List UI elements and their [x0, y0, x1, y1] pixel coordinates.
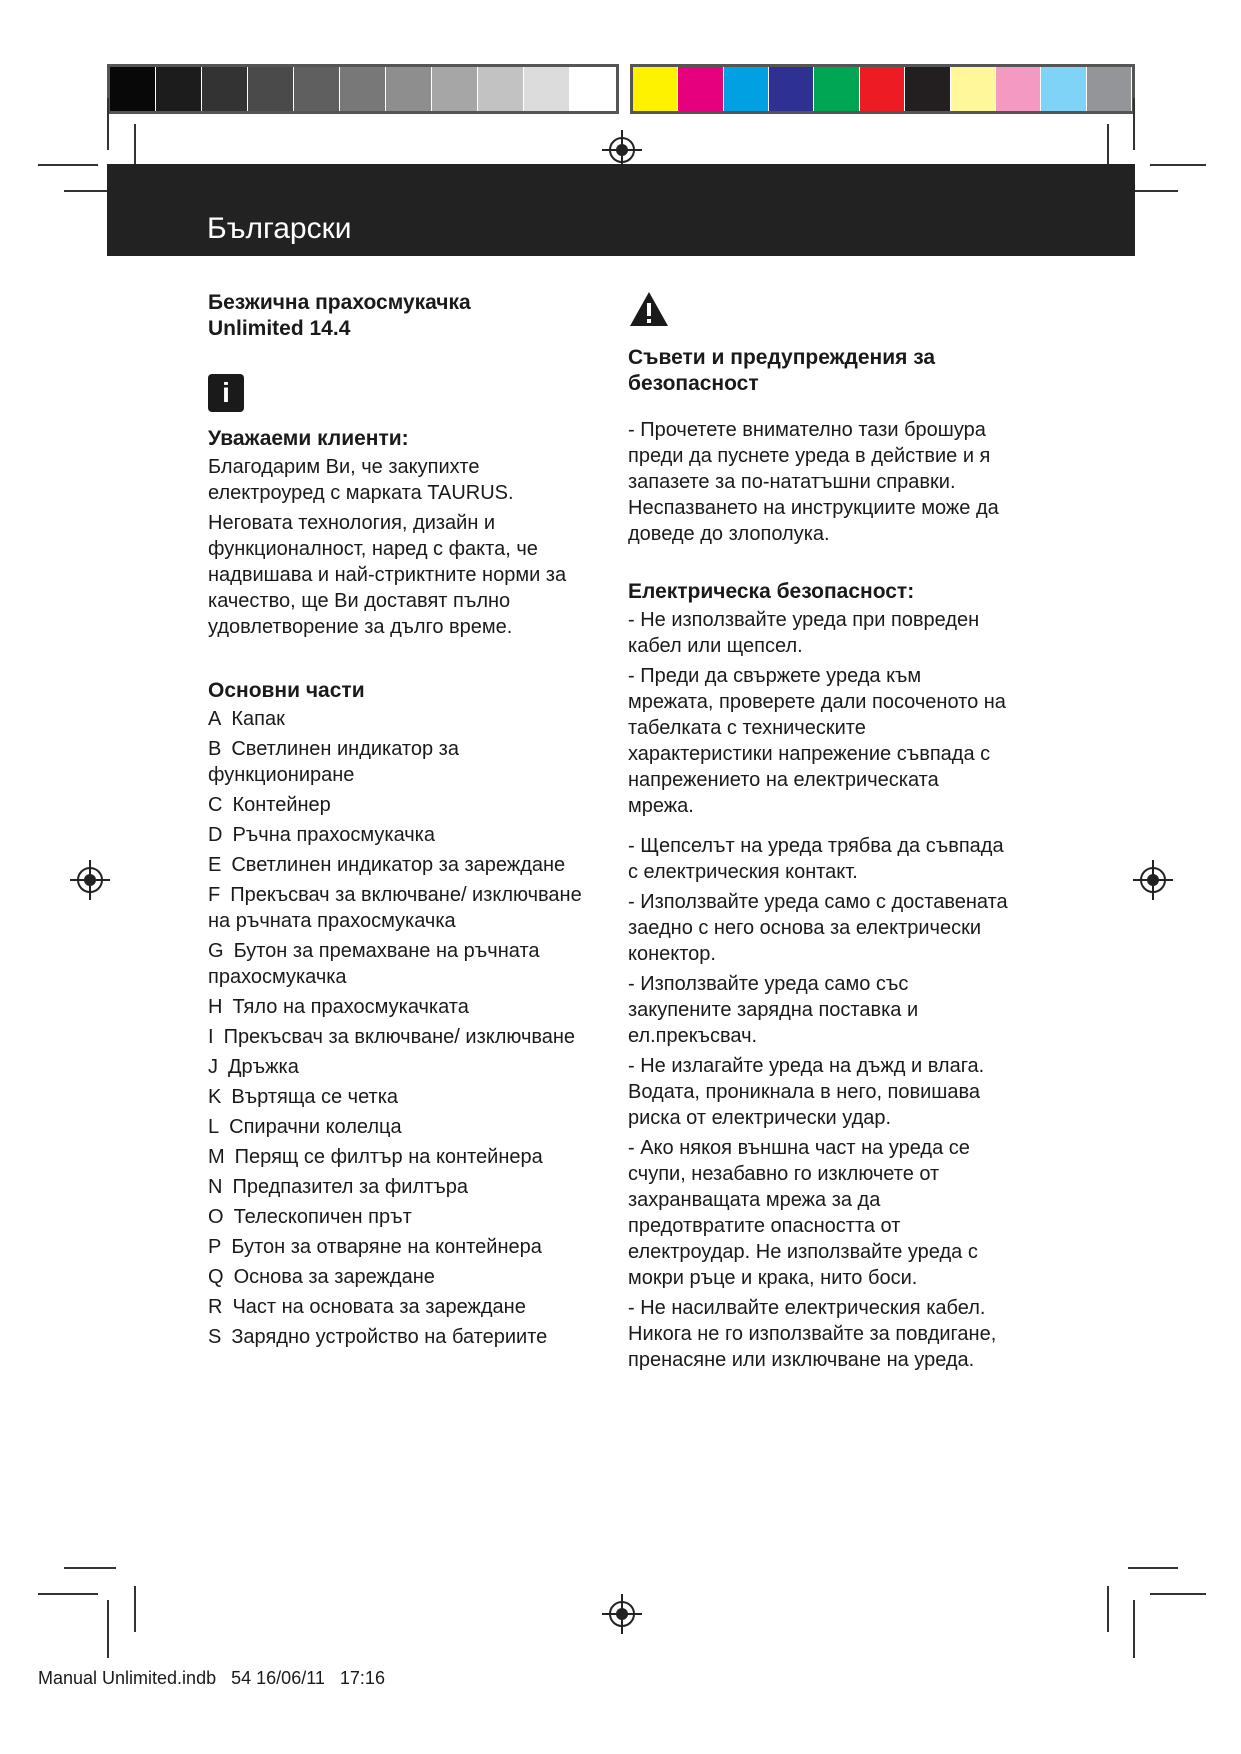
- part-item: [208, 1174, 588, 1200]
- electrical-safety-item: - Не използвайте уреда при повреден кабел или щепсел.: [628, 609, 980, 657]
- color-swatch: [386, 67, 432, 111]
- part-letter: E: [208, 854, 222, 876]
- part-text: Бутон за премахване на ръчната прахосмукачка: [208, 940, 540, 988]
- color-swatch: [633, 67, 678, 111]
- part-item: [208, 938, 588, 990]
- part-item: [208, 994, 588, 1020]
- product-title-line2: Unlimited 14.4: [208, 317, 351, 340]
- color-swatch: [860, 67, 905, 111]
- part-text: Светлинен индикатор за зареждане: [231, 854, 566, 876]
- crop-mark: [134, 1586, 136, 1632]
- language-title: Български: [207, 212, 352, 245]
- parts-list: [208, 706, 588, 1350]
- part-item: [208, 1294, 588, 1320]
- color-swatch: [156, 67, 202, 111]
- part-item: [208, 1114, 588, 1140]
- greeting-heading: Уважаеми клиенти:: [208, 427, 409, 450]
- electrical-safety-item: - Щепселът на уреда трябва да съвпада с електрическия контакт.: [628, 835, 1004, 883]
- part-item: [208, 792, 588, 818]
- part-item: [208, 736, 588, 788]
- electrical-safety-item: - Ако някоя външна част на уреда се счупи, незабавно го изключете от захранващата мрежа за да предотвратите опасността от електроудар. Не използвайте уреда с мокри ръце и крака, нито боси.: [628, 1137, 978, 1289]
- part-text: Част на основата за зареждане: [232, 1296, 526, 1318]
- color-swatch: [905, 67, 950, 111]
- part-item: [208, 1054, 588, 1080]
- part-item: [208, 1264, 588, 1290]
- color-swatch: [248, 67, 294, 111]
- crop-mark: [1133, 1600, 1135, 1658]
- part-text: Капак: [231, 708, 285, 730]
- safety-intro: - Прочетете внимателно тази брошура преди да пуснете уреда в действие и я запазете за по-нататъшни справки. Неспазването на инструкциите може да доведе до злополука.: [628, 419, 999, 545]
- parts-heading: Основни части: [208, 679, 365, 702]
- color-swatch: [1041, 67, 1086, 111]
- registration-mark-icon: [1133, 860, 1173, 900]
- part-letter: S: [208, 1326, 222, 1348]
- part-text: Прекъсвач за включване/ изключване на ръчната прахосмукачка: [208, 884, 582, 932]
- crop-mark: [64, 1567, 116, 1569]
- part-text: Телескопичен прът: [233, 1206, 412, 1228]
- color-swatch: [340, 67, 386, 111]
- language-header-band: [107, 164, 1135, 256]
- part-text: Контейнер: [232, 794, 331, 816]
- part-letter: D: [208, 824, 223, 846]
- electrical-safety-heading: Електрическа безопасност:: [628, 580, 915, 603]
- part-text: Ръчна прахосмукачка: [232, 824, 435, 846]
- crop-mark: [1128, 1567, 1178, 1569]
- part-letter: K: [208, 1086, 222, 1108]
- part-letter: F: [208, 884, 221, 906]
- info-icon: i: [208, 374, 244, 412]
- part-letter: P: [208, 1236, 222, 1258]
- product-title-line1: Безжична прахосмукачка: [208, 291, 471, 314]
- part-text: Перящ се филтър на контейнера: [234, 1146, 543, 1168]
- part-item: [208, 1234, 588, 1260]
- color-swatch: [110, 67, 156, 111]
- color-swatch: [1087, 67, 1132, 111]
- crop-mark: [1150, 1593, 1206, 1595]
- print-slug: [38, 1668, 385, 1689]
- part-letter: G: [208, 940, 224, 962]
- grayscale-calibration-bar: [107, 64, 619, 114]
- part-letter: Q: [208, 1266, 224, 1288]
- part-letter: L: [208, 1116, 220, 1138]
- part-text: Тяло на прахосмукачката: [232, 996, 469, 1018]
- part-letter: I: [208, 1026, 214, 1048]
- part-text: Предпазител за филтъра: [232, 1176, 469, 1198]
- print-time: 17:16: [339, 1668, 385, 1688]
- color-swatch: [814, 67, 859, 111]
- part-item: [208, 852, 588, 878]
- crop-mark: [107, 1600, 109, 1658]
- part-letter: C: [208, 794, 223, 816]
- print-date: 16/06/11: [256, 1668, 325, 1688]
- part-letter: M: [208, 1146, 225, 1168]
- greeting-paragraph: Неговата технология, дизайн и функционалност, наред с факта, че надвишава и най-стриктните норми за качество, ще Ви доставят пълно удовлетворение за дълго време.: [208, 512, 567, 638]
- part-letter: N: [208, 1176, 223, 1198]
- color-swatch: [432, 67, 478, 111]
- color-calibration-bar: [630, 64, 1135, 114]
- registration-mark-icon: [602, 1594, 642, 1634]
- electrical-safety-item: - Не насилвайте електрическия кабел. Никога не го използвайте за повдигане, пренасяне или изключване на уреда.: [628, 1297, 997, 1371]
- file-name: Manual Unlimited.indb: [38, 1668, 217, 1688]
- greeting-paragraph: Благодарим Ви, че закупихте електроуред с марката TAURUS.: [208, 456, 514, 504]
- color-swatch: [294, 67, 340, 111]
- part-item: [208, 1084, 588, 1110]
- crop-mark: [38, 1593, 98, 1595]
- electrical-safety-item: - Не излагайте уреда на дъжд и влага. Водата, проникнала в него, повишава риска от електрически удар.: [628, 1055, 985, 1129]
- crop-mark: [38, 164, 98, 166]
- part-item: [208, 1204, 588, 1230]
- electrical-safety-item: - Използвайте уреда само с доставената заедно с него основа за електрически конектор.: [628, 891, 1008, 965]
- electrical-safety-item: - Използвайте уреда само със закупените зарядна поставка и ел.прекъсвач.: [628, 973, 919, 1047]
- electrical-safety-item: - Преди да свържете уреда към мрежата, проверете дали посоченото на табелката с техническите характеристики напрежение съвпада с напрежението на електрическата мрежа.: [628, 665, 1006, 817]
- part-text: Спирачни колелца: [229, 1116, 402, 1138]
- warning-icon: [628, 290, 670, 328]
- electrical-safety-list: [628, 607, 1008, 1373]
- page-number: 54: [231, 1668, 252, 1688]
- part-letter: B: [208, 738, 222, 760]
- color-swatch: [678, 67, 723, 111]
- right-column: [628, 290, 1008, 1377]
- part-item: [208, 822, 588, 848]
- part-letter: A: [208, 708, 222, 730]
- color-swatch: [478, 67, 524, 111]
- part-text: Зарядно устройство на батериите: [231, 1326, 548, 1348]
- registration-mark-icon: [70, 860, 110, 900]
- left-column: [208, 290, 588, 1354]
- part-text: Въртяща се четка: [231, 1086, 399, 1108]
- part-letter: R: [208, 1296, 223, 1318]
- color-swatch: [202, 67, 248, 111]
- crop-mark: [107, 98, 109, 150]
- part-letter: O: [208, 1206, 224, 1228]
- part-text: Бутон за отваряне на контейнера: [231, 1236, 542, 1258]
- crop-mark: [1128, 190, 1178, 192]
- part-text: Дръжка: [228, 1056, 299, 1078]
- part-item: [208, 1324, 588, 1350]
- part-item: [208, 1144, 588, 1170]
- color-swatch: [570, 67, 616, 111]
- part-letter: H: [208, 996, 223, 1018]
- safety-heading: Съвети и предупреждения за безопасност: [628, 346, 936, 395]
- crop-mark: [1133, 98, 1135, 150]
- part-item: [208, 882, 588, 934]
- color-swatch: [524, 67, 570, 111]
- crop-mark: [1107, 1586, 1109, 1632]
- part-item: [208, 706, 588, 732]
- part-text: Прекъсвач за включване/ изключване: [223, 1026, 576, 1048]
- color-swatch: [769, 67, 814, 111]
- color-swatch: [951, 67, 996, 111]
- color-swatch: [724, 67, 769, 111]
- part-item: [208, 1024, 588, 1050]
- color-swatch: [996, 67, 1041, 111]
- part-letter: J: [208, 1056, 218, 1078]
- part-text: Основа за зареждане: [233, 1266, 435, 1288]
- crop-mark: [1150, 164, 1206, 166]
- part-text: Светлинен индикатор за функциониране: [208, 738, 459, 786]
